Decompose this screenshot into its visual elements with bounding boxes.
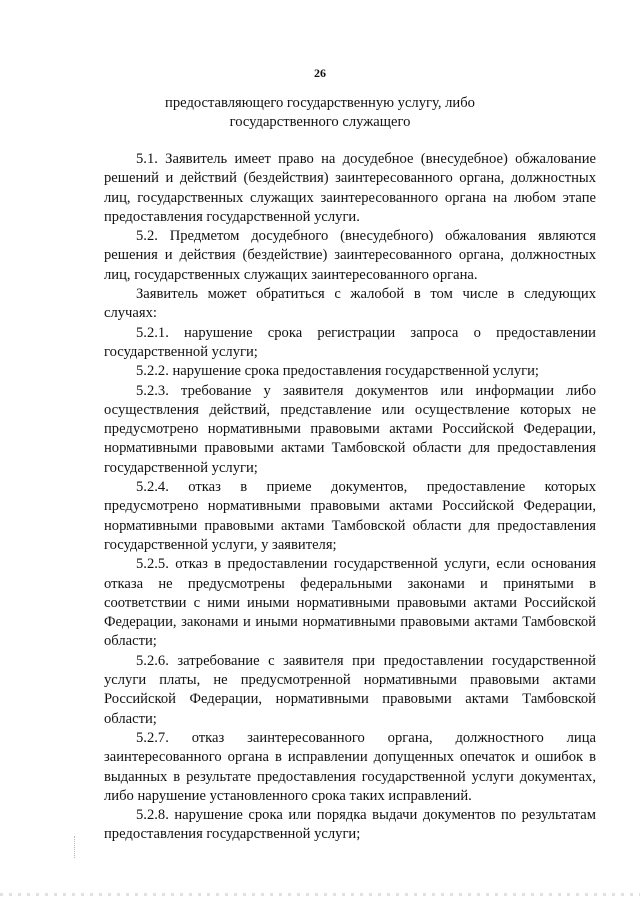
paragraph-5-2-4: 5.2.4. отказ в приеме документов, предоставление которых предусмотрено нормативными правовыми актами Российской Федерации, нормативными правовыми актами Тамбовской области для предоставления государственной услуги, у заявителя; [104,479,596,553]
section-heading: предоставляющего государственную услугу, либо государственного служащего [165,95,475,130]
page-number: 26 [314,66,326,80]
paragraph-complaint-intro: Заявитель может обратиться с жалобой в том числе в следующих случаях: [104,286,596,322]
paragraph-5-2-6: 5.2.6. затребование с заявителя при предоставлении государственной услуги платы, не предусмотренной нормативными правовыми актами Российской Федерации, нормативными правовыми актами Тамбовской области; [104,652,596,727]
paragraph-5-2-3: 5.2.3. требование у заявителя документов или информации либо осуществления действий, представление или осуществление которых не предусмотрено нормативными правовыми актами Российской Федерации, нормативными правовыми актами Тамбовской области для предоставления государственной услуги; [104,382,596,476]
paragraph-5-2-7: 5.2.7. отказ заинтересованного органа, должностного лица заинтересованного органа в исправлении допущенных опечаток и ошибок в выданных в результате предоставления государственной услуги документах, либо нарушение установленного срока таких исправлений. [104,729,596,804]
paragraph-5-2-8: 5.2.8. нарушение срока или порядка выдачи документов по результатам предоставления государственной услуги; [104,807,596,843]
document-body [104,150,596,845]
paragraph-5-2-5: 5.2.5. отказ в предоставлении государственной услуги, если основания отказа не предусмотрены федеральными законами и принятыми в соответствии с ними иными нормативными правовыми актами Российской Федерации, законами и иными нормативными правовыми актами Тамбовской области; [104,556,596,650]
paragraph-5-2-1: 5.2.1. нарушение срока регистрации запроса о предоставлении государственной услуги; [104,324,596,360]
scan-edge-artifact [0,893,640,896]
paragraph-5-2-2: 5.2.2. нарушение срока предоставления государственной услуги; [136,363,539,380]
paragraph-5-1: 5.1. Заявитель имеет право на досудебное (внесудебное) обжалование решений и действий (бездействия) заинтересованного органа, должностных лиц, государственных служащих заинтересованного органа на любом этапе предоставления государственной услуги. [104,151,596,225]
paragraph-5-2: 5.2. Предметом досудебного (внесудебного) обжалования являются решения и действия (бездействие) заинтересованного органа, должностных лиц, государственных служащих заинтересованного органа. [104,228,596,283]
scan-artifact [74,836,81,858]
